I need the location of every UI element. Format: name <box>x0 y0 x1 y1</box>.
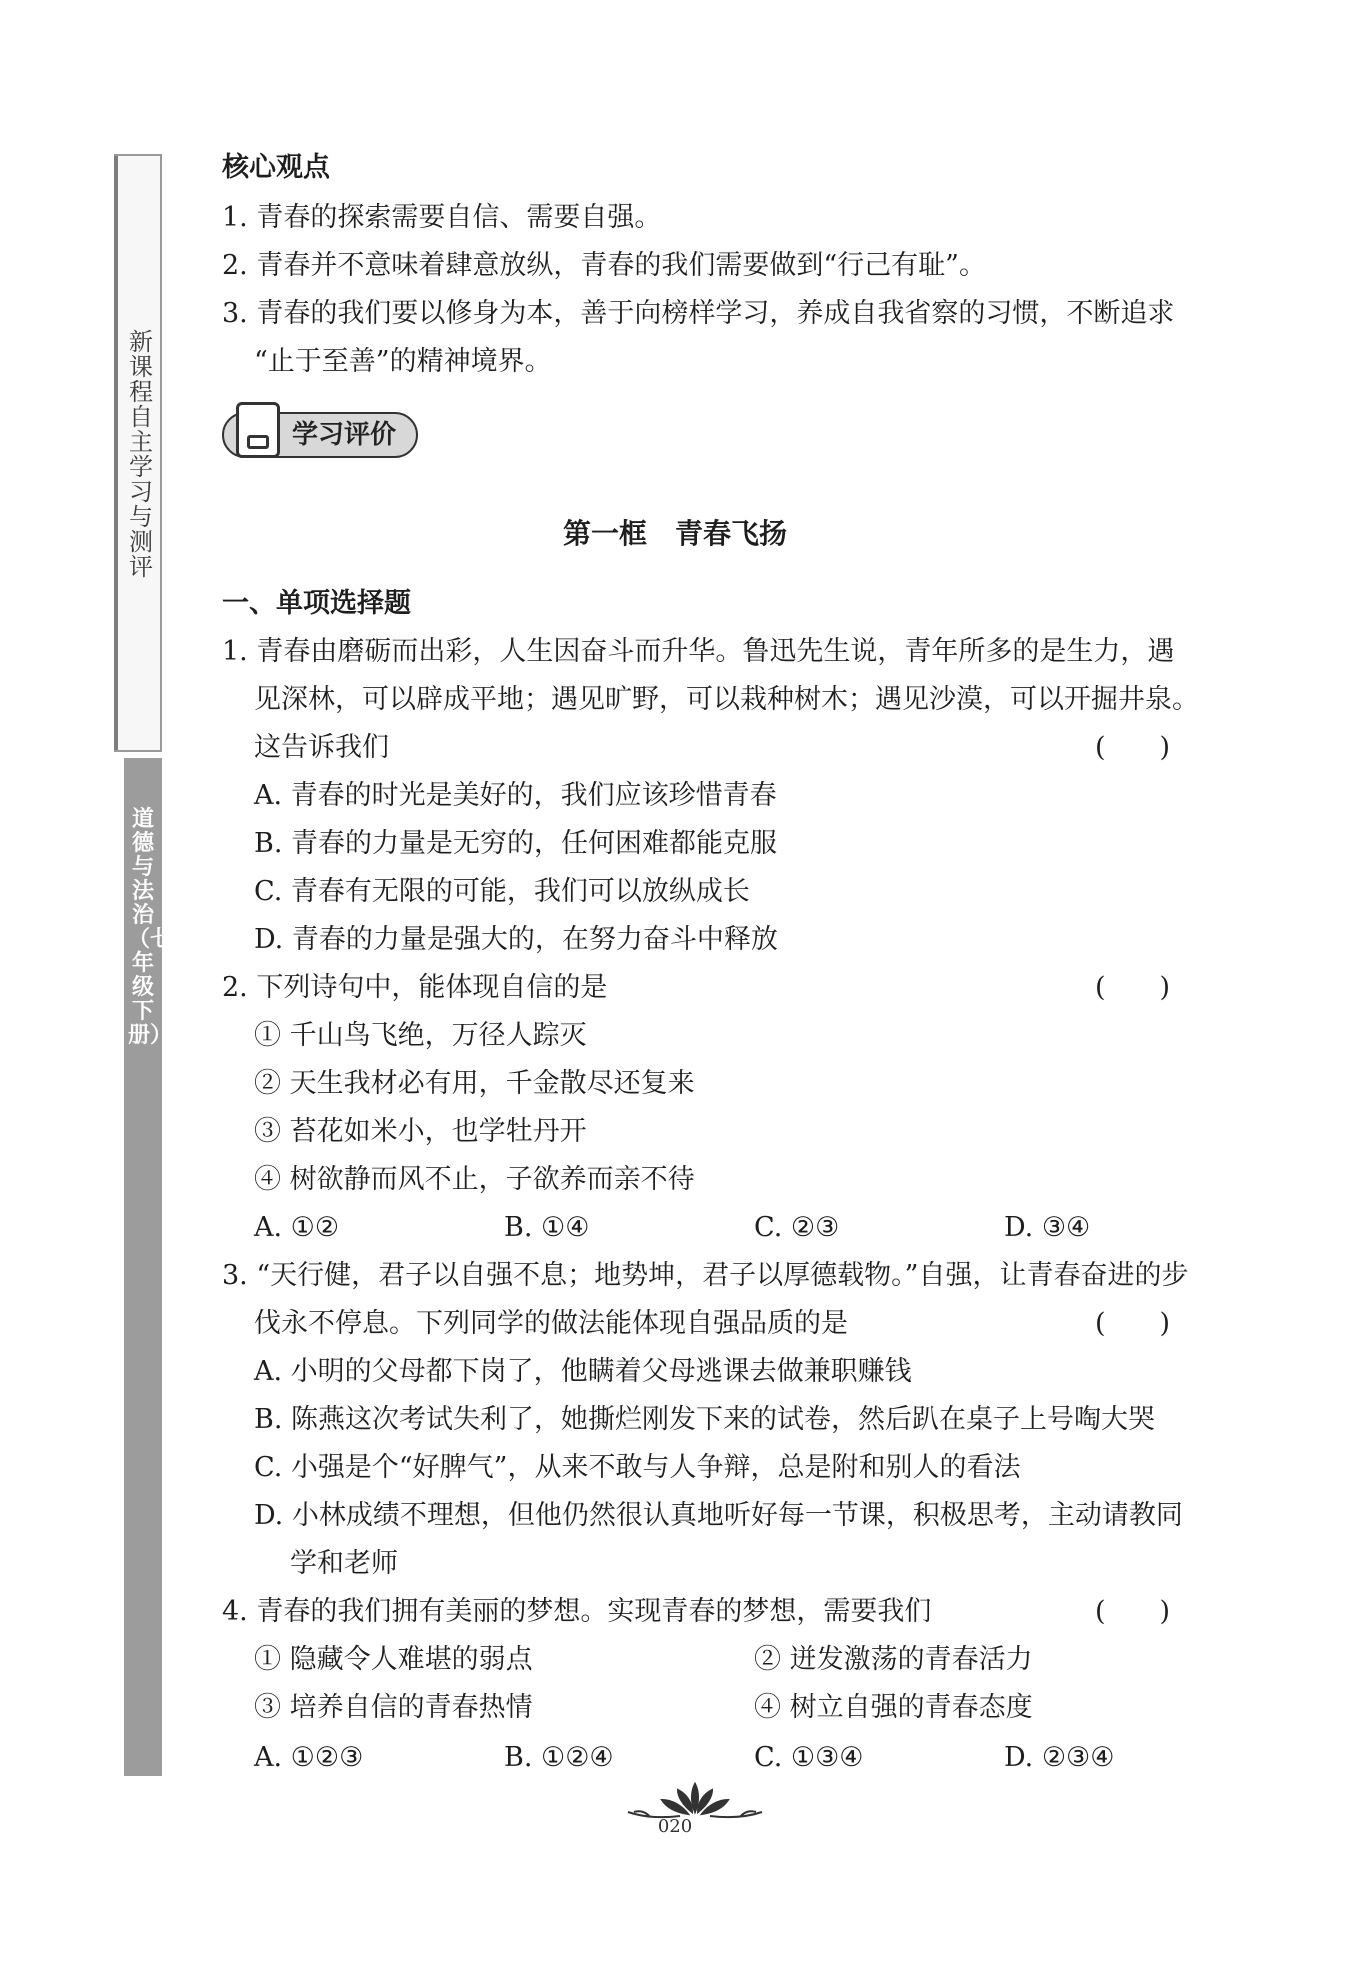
q3-option-c: C. 小强是个“好脾气”，从来不敢与人争辩，总是附和别人的看法 <box>254 1452 1021 1483</box>
q4-option-b: B. ①②④ <box>504 1742 614 1773</box>
q2-item-3: ③ 苔花如米小，也学牡丹开 <box>254 1116 587 1147</box>
q2-answer-blank: ( ) <box>1095 972 1171 1003</box>
q2-option-d: D. ③④ <box>1004 1212 1091 1243</box>
study-evaluation-badge <box>222 412 418 458</box>
page-number: 020 <box>657 1816 693 1837</box>
q2-item-4: ④ 树欲静而风不止，子欲养而亲不待 <box>254 1164 695 1195</box>
core-point-1: 1. 青春的探索需要自信、需要自强。 <box>222 202 662 233</box>
core-point-2: 2. 青春并不意味着肆意放纵，青春的我们需要做到“行己有耻”。 <box>222 250 986 281</box>
core-point-3-cont: “止于至善”的精神境界。 <box>254 346 552 377</box>
floppy-disk-icon <box>236 402 280 458</box>
q4-item-4: ④ 树立自强的青春态度 <box>754 1692 1033 1723</box>
q1-option-d: D. 青春的力量是强大的，在努力奋斗中释放 <box>254 924 778 955</box>
q3-answer-blank: ( ) <box>1095 1308 1171 1339</box>
q4-option-a: A. ①②③ <box>254 1742 364 1773</box>
q3-option-b: B. 陈燕这次考试失利了，她撕烂刚发下来的试卷，然后趴在桌子上号啕大哭 <box>254 1404 1156 1435</box>
q1-stem-line-2: 见深林，可以辟成平地；遇见旷野，可以栽种树木；遇见沙漠，可以开掘井泉。 <box>254 684 1199 715</box>
sidebar-series-title: 新课程自主学习与测评 <box>129 328 153 581</box>
q1-stem-line-1: 1. 青春由磨砺而出彩，人生因奋斗而升华。鲁迅先生说，青年所多的是生力，遇 <box>222 636 1175 667</box>
core-heading: 核心观点 <box>222 152 330 183</box>
q2-option-b: B. ①④ <box>504 1212 590 1243</box>
q2-item-1: ① 千山鸟飞绝，万径人踪灭 <box>254 1020 587 1051</box>
q4-item-3: ③ 培养自信的青春热情 <box>254 1692 533 1723</box>
q3-option-d: D. 小林成绩不理想，但他仍然很认真地听好每一节课，积极思考，主动请教同 <box>254 1500 1183 1531</box>
q2-option-c: C. ②③ <box>754 1212 840 1243</box>
q4-option-d: D. ②③④ <box>1004 1742 1115 1773</box>
q2-option-a: A. ①② <box>254 1212 340 1243</box>
q1-option-c: C. 青春有无限的可能，我们可以放纵成长 <box>254 876 750 907</box>
q1-answer-blank: ( ) <box>1095 732 1171 763</box>
q4-item-1: ① 隐藏令人难堪的弱点 <box>254 1644 533 1675</box>
q2-item-2: ② 天生我材必有用，千金散尽还复来 <box>254 1068 695 1099</box>
q1-option-b: B. 青春的力量是无穷的，任何困难都能克服 <box>254 828 778 859</box>
section-title: 第一框 青春飞扬 <box>562 517 787 550</box>
q1-stem-line-3: 这告诉我们 <box>254 732 389 763</box>
q3-option-d-cont: 学和老师 <box>290 1548 398 1579</box>
q3-option-a: A. 小明的父母都下岗了，他瞒着父母逃课去做兼职赚钱 <box>254 1356 912 1387</box>
core-point-3: 3. 青春的我们要以修身为本，善于向榜样学习，养成自我省察的习惯，不断追求 <box>222 298 1175 329</box>
q3-stem-line-2: 伐永不停息。下列同学的做法能体现自强品质的是 <box>254 1308 848 1339</box>
q4-item-2: ② 迸发激荡的青春活力 <box>754 1644 1033 1675</box>
q3-stem-line-1: 3. “天行健，君子以自强不息；地势坤，君子以厚德载物。”自强，让青春奋进的步 <box>222 1260 1189 1291</box>
q4-answer-blank: ( ) <box>1095 1596 1171 1627</box>
badge-label: 学习评价 <box>292 420 397 450</box>
sidebar-subject-title: 道德与法治（七年级下册） <box>128 807 173 1048</box>
q4-option-c: C. ①③④ <box>754 1742 864 1773</box>
q2-stem: 2. 下列诗句中，能体现自信的是 <box>222 972 608 1003</box>
q4-stem: 4. 青春的我们拥有美丽的梦想。实现青春的梦想，需要我们 <box>222 1596 932 1627</box>
part-heading: 一、单项选择题 <box>222 588 411 619</box>
q1-option-a: A. 青春的时光是美好的，我们应该珍惜青春 <box>254 780 777 811</box>
